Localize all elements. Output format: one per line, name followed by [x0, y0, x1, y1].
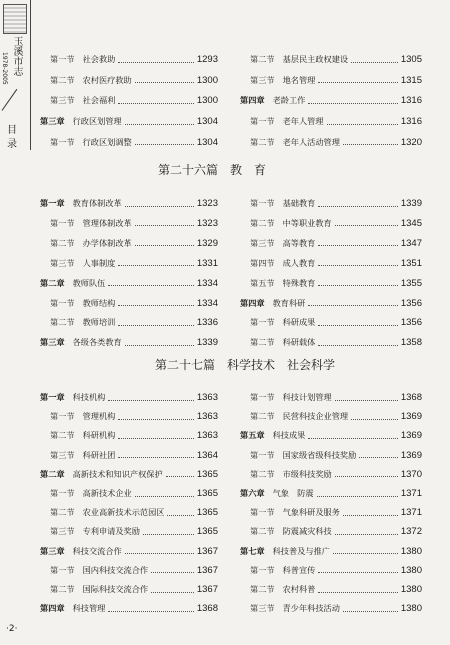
entry-title: 高新技术企业: [82, 488, 132, 498]
entry-number: 第二节: [50, 584, 75, 594]
entry-page: 1334: [196, 277, 218, 289]
toc-section-entry: [50, 237, 218, 250]
entry-title: 高等教育: [282, 237, 316, 248]
dot-leader: [108, 284, 194, 286]
toc-section-entry: [50, 525, 218, 538]
entry-title: 教师队伍: [72, 277, 106, 288]
dot-leader: [166, 475, 194, 477]
entry-page: 1365: [196, 526, 218, 538]
dot-leader: [125, 205, 194, 207]
toc-section-entry: [50, 487, 218, 500]
part-title-science: 第二十七篇 科学技术 社会科学: [155, 358, 336, 372]
dot-leader: [167, 514, 193, 516]
toc-section-entry: [250, 525, 422, 538]
toc-chapter-entry: [40, 391, 218, 404]
toc-section-entry: [50, 506, 218, 519]
dot-leader: [318, 284, 398, 286]
entry-number: 第三章: [40, 116, 65, 127]
entry-title: 行政区划调整: [82, 136, 132, 147]
toc-chapter-entry: [40, 602, 218, 615]
dot-leader: [308, 437, 398, 439]
entry-number: 第一章: [40, 198, 65, 208]
toc-section-entry: [50, 53, 218, 66]
dot-leader: [118, 456, 194, 458]
toc-section-entry: [250, 53, 422, 66]
spine: [0, 0, 31, 150]
toc-chapter-entry: [40, 545, 218, 558]
toc-section-entry: [250, 115, 422, 128]
entry-page: 1293: [196, 54, 218, 65]
entry-number: 第三节: [50, 95, 75, 106]
entry-page: 1380: [400, 584, 422, 595]
dot-leader: [318, 264, 398, 266]
entry-page: 1370: [400, 468, 422, 480]
entry-number: 第一节: [250, 198, 275, 208]
entry-number: 第四章: [40, 603, 65, 614]
entry-number: 第一节: [250, 507, 275, 518]
toc-section-entry: [250, 197, 422, 210]
dot-leader: [118, 324, 194, 326]
entry-title: 成人教育: [282, 257, 316, 268]
dot-leader: [125, 552, 194, 554]
entry-page: 1329: [196, 237, 218, 249]
part-title-education: 第二十六篇 教 育: [158, 163, 267, 177]
entry-title: 特殊教育: [282, 277, 316, 288]
entry-number: 第二节: [250, 526, 275, 537]
entry-title: 中等职业教育: [282, 217, 332, 228]
entry-title: 科研社团: [82, 449, 116, 460]
dot-leader: [125, 123, 194, 125]
entry-number: 第一节: [250, 317, 275, 328]
toc-section-entry: [250, 391, 422, 404]
dot-leader: [333, 552, 398, 554]
entry-number: 第二节: [50, 317, 75, 328]
entry-number: 第二节: [50, 430, 75, 441]
toc-section-entry: [250, 336, 422, 349]
dot-leader: [143, 533, 194, 535]
entry-page: 1351: [400, 257, 422, 269]
entry-title: 老龄工作: [272, 95, 306, 106]
entry-number: 第四章: [240, 297, 265, 308]
entry-number: 第二节: [250, 468, 275, 479]
contents-label: 目录: [7, 125, 17, 150]
entry-title: 科普宣传: [282, 564, 316, 575]
toc-section-entry: [250, 506, 422, 519]
entry-page: 1331: [196, 257, 218, 269]
entry-title: 教师结构: [82, 297, 116, 308]
entry-page: 1363: [196, 430, 218, 442]
entry-title: 地名管理: [282, 74, 316, 85]
entry-title: 科研机构: [82, 430, 116, 441]
entry-number: 第六章: [240, 488, 265, 498]
entry-page: 1305: [400, 54, 422, 65]
entry-page: 1304: [196, 116, 218, 128]
dot-leader: [318, 244, 398, 246]
entry-title: 各级各类教育: [72, 337, 122, 348]
book-years: 1978-2005: [1, 52, 8, 85]
entry-number: 第四节: [250, 257, 275, 268]
entry-title: 社会救助: [82, 54, 116, 64]
dot-leader: [118, 61, 194, 63]
dot-leader: [135, 495, 194, 497]
dot-leader: [359, 456, 398, 458]
entry-title: 基础教育: [282, 198, 316, 208]
entry-page: 1380: [400, 603, 422, 615]
entry-page: 1363: [196, 392, 218, 403]
dot-leader: [108, 399, 194, 401]
toc-chapter-entry: [240, 297, 422, 310]
entry-number: 第一节: [50, 217, 75, 228]
book-title: 玉溪市志: [11, 36, 22, 76]
toc-section-entry: [250, 602, 422, 615]
entry-number: 第二节: [50, 507, 75, 518]
entry-number: 第二节: [250, 411, 275, 422]
dot-leader: [335, 533, 398, 535]
dot-leader: [318, 324, 398, 326]
entry-page: 1369: [400, 411, 422, 423]
toc-section-entry: [250, 237, 422, 250]
entry-page: 1355: [400, 277, 422, 289]
entry-page: 1356: [400, 317, 422, 329]
entry-number: 第二节: [250, 584, 275, 594]
entry-number: 第三节: [250, 74, 275, 85]
entry-number: 第一节: [50, 54, 75, 64]
entry-title: 防震减灾科技: [282, 526, 332, 537]
toc-section-entry: [250, 136, 422, 149]
dot-leader: [118, 418, 194, 420]
entry-page: 1339: [400, 198, 422, 209]
entry-page: 1316: [400, 95, 422, 107]
emblem-icon: [3, 4, 27, 34]
entry-page: 1365: [196, 488, 218, 499]
toc-chapter-entry: [40, 197, 218, 210]
entry-title: 行政区划管理: [72, 116, 122, 127]
entry-page: 1380: [400, 564, 422, 576]
entry-page: 1371: [400, 507, 422, 519]
entry-title: 社会福利: [82, 95, 116, 106]
dot-leader: [308, 102, 398, 104]
entry-title: 老年人管理: [282, 116, 324, 127]
entry-page: 1323: [196, 217, 218, 229]
entry-page: 1365: [196, 507, 218, 519]
dot-leader: [318, 344, 398, 346]
entry-page: 1368: [196, 603, 218, 615]
entry-number: 第五节: [250, 277, 275, 288]
dot-leader: [343, 610, 398, 612]
toc-section-entry: [250, 564, 422, 577]
entry-title: 基层民主政权建设: [282, 54, 349, 64]
entry-number: 第三章: [40, 545, 65, 556]
entry-page: 1320: [400, 136, 422, 148]
entry-title: 管理体制改革: [82, 217, 132, 228]
toc-section-entry: [50, 429, 218, 442]
toc-chapter-entry: [40, 277, 218, 290]
entry-title: 国际科技交流合作: [82, 584, 149, 594]
toc-chapter-entry: [240, 94, 422, 107]
entry-title: 老年人活动管理: [282, 136, 340, 147]
entry-number: 第二节: [250, 337, 275, 348]
toc-chapter-entry: [240, 429, 422, 442]
entry-page: 1367: [196, 564, 218, 576]
toc-section-entry: [250, 257, 422, 270]
entry-title: 教师培训: [82, 317, 116, 328]
entry-title: 国家级省级科技奖励: [282, 449, 357, 460]
toc-section-entry: [50, 564, 218, 577]
entry-page: 1363: [196, 411, 218, 423]
dot-leader: [118, 437, 194, 439]
entry-number: 第三节: [50, 257, 75, 268]
dot-leader: [151, 591, 194, 593]
entry-number: 第三节: [50, 526, 75, 537]
entry-number: 第二节: [50, 237, 75, 248]
entry-page: 1316: [400, 116, 422, 128]
dot-leader: [118, 304, 194, 306]
dot-leader: [118, 102, 194, 104]
entry-number: 第三节: [250, 603, 275, 614]
entry-number: 第二节: [250, 136, 275, 147]
entry-number: 第二章: [40, 277, 65, 288]
entry-title: 科技机构: [72, 392, 106, 402]
entry-title: 农村科普: [282, 584, 316, 594]
entry-number: 第一节: [250, 564, 275, 575]
dot-leader: [135, 224, 194, 226]
entry-title: 科技交流合作: [72, 545, 122, 556]
entry-title: 科技普及与推广: [272, 545, 330, 556]
dot-leader: [108, 610, 194, 612]
dot-leader: [118, 264, 194, 266]
toc-section-entry: [50, 449, 218, 462]
entry-page: 1323: [196, 198, 218, 209]
page-number: ·2·: [6, 624, 18, 634]
toc-section-entry: [250, 468, 422, 481]
entry-title: 高新技术和知识产权保护: [72, 468, 163, 479]
entry-page: 1358: [400, 337, 422, 349]
entry-page: 1300: [196, 95, 218, 107]
entry-number: 第七章: [240, 545, 265, 556]
entry-title: 科技成果: [272, 430, 306, 441]
entry-title: 专利申请及奖励: [82, 526, 140, 537]
entry-page: 1300: [196, 74, 218, 86]
entry-title: 科技计划管理: [282, 392, 332, 402]
entry-number: 第一节: [250, 392, 275, 402]
toc-section-entry: [50, 583, 218, 596]
entry-title: 民营科技企业管理: [282, 411, 349, 422]
entry-title: 农村医疗救助: [82, 74, 132, 85]
dot-leader: [343, 143, 398, 145]
entry-number: 第二章: [40, 468, 65, 479]
entry-page: 1367: [196, 545, 218, 557]
entry-title: 科研成果: [282, 317, 316, 328]
dot-leader: [335, 475, 398, 477]
entry-page: 1339: [196, 337, 218, 349]
entry-title: 农业高新技术示范园区: [82, 507, 165, 518]
entry-page: 1371: [400, 488, 422, 499]
dot-leader: [343, 514, 398, 516]
entry-number: 第一节: [50, 488, 75, 498]
entry-page: 1356: [400, 297, 422, 309]
dot-leader: [318, 591, 398, 593]
entry-number: 第一节: [50, 564, 75, 575]
dot-leader: [308, 304, 398, 306]
toc-chapter-entry: [240, 487, 422, 500]
toc-section-entry: [250, 74, 422, 87]
entry-page: 1315: [400, 74, 422, 86]
toc-chapter-entry: [40, 468, 218, 481]
entry-page: 1372: [400, 526, 422, 538]
dot-leader: [318, 205, 398, 207]
dot-leader: [335, 224, 398, 226]
dot-leader: [135, 244, 194, 246]
toc-section-entry: [250, 449, 422, 462]
toc-section-entry: [50, 136, 218, 149]
dot-leader: [351, 418, 398, 420]
entry-title: 青少年科技活动: [282, 603, 340, 614]
entry-title: 人事制度: [82, 257, 116, 268]
toc-section-entry: [50, 297, 218, 310]
entry-page: 1364: [196, 449, 218, 461]
entry-title: 科技管理: [72, 603, 106, 614]
entry-page: 1369: [400, 430, 422, 442]
entry-number: 第二节: [250, 217, 275, 228]
entry-number: 第一节: [250, 449, 275, 460]
entry-number: 第三章: [40, 337, 65, 348]
entry-page: 1365: [196, 468, 218, 480]
toc-section-entry: [50, 217, 218, 230]
toc-section-entry: [250, 583, 422, 596]
entry-number: 第二节: [50, 74, 75, 85]
entry-page: 1367: [196, 584, 218, 595]
toc-section-entry: [50, 316, 218, 329]
dot-leader: [351, 61, 398, 63]
entry-number: 第三节: [50, 449, 75, 460]
dot-leader: [135, 143, 194, 145]
toc-section-entry: [250, 410, 422, 423]
toc-chapter-entry: [40, 336, 218, 349]
entry-title: 国内科技交流合作: [82, 564, 149, 575]
dot-leader: [151, 571, 194, 573]
entry-page: 1368: [400, 392, 422, 403]
toc-section-entry: [250, 277, 422, 290]
dot-leader: [125, 344, 194, 346]
entry-title: 市级科技奖励: [282, 468, 332, 479]
dot-leader: [135, 81, 194, 83]
entry-title: 气象 防震: [272, 488, 314, 498]
toc-chapter-entry: [240, 545, 422, 558]
entry-page: 1334: [196, 297, 218, 309]
entry-page: 1345: [400, 217, 422, 229]
entry-number: 第一节: [50, 411, 75, 422]
entry-number: 第三节: [250, 237, 275, 248]
entry-title: 办学体制改革: [82, 237, 132, 248]
entry-page: 1304: [196, 136, 218, 148]
entry-title: 气象科研及服务: [282, 507, 340, 518]
entry-title: 教育体制改革: [72, 198, 122, 208]
dot-leader: [317, 495, 398, 497]
entry-page: 1336: [196, 317, 218, 329]
toc-section-entry: [50, 257, 218, 270]
entry-number: 第一章: [40, 392, 65, 402]
toc-section-entry: [50, 410, 218, 423]
dot-leader: [335, 399, 398, 401]
entry-number: 第四章: [240, 95, 265, 106]
entry-page: 1347: [400, 237, 422, 249]
entry-number: 第五章: [240, 430, 265, 441]
entry-number: 第一节: [250, 116, 275, 127]
entry-number: 第一节: [50, 297, 75, 308]
dot-leader: [318, 571, 398, 573]
toc-section-entry: [50, 74, 218, 87]
dot-leader: [318, 81, 398, 83]
dot-leader: [327, 123, 398, 125]
entry-title: 管理机构: [82, 411, 116, 422]
entry-title: 教育科研: [272, 297, 306, 308]
entry-number: 第二节: [250, 54, 275, 64]
toc-section-entry: [50, 94, 218, 107]
entry-number: 第一节: [50, 136, 75, 147]
toc-section-entry: [250, 217, 422, 230]
entry-page: 1380: [400, 545, 422, 557]
toc-section-entry: [250, 316, 422, 329]
entry-title: 科研载体: [282, 337, 316, 348]
divider-line: [2, 89, 18, 111]
entry-page: 1369: [400, 449, 422, 461]
toc-chapter-entry: [40, 115, 218, 128]
